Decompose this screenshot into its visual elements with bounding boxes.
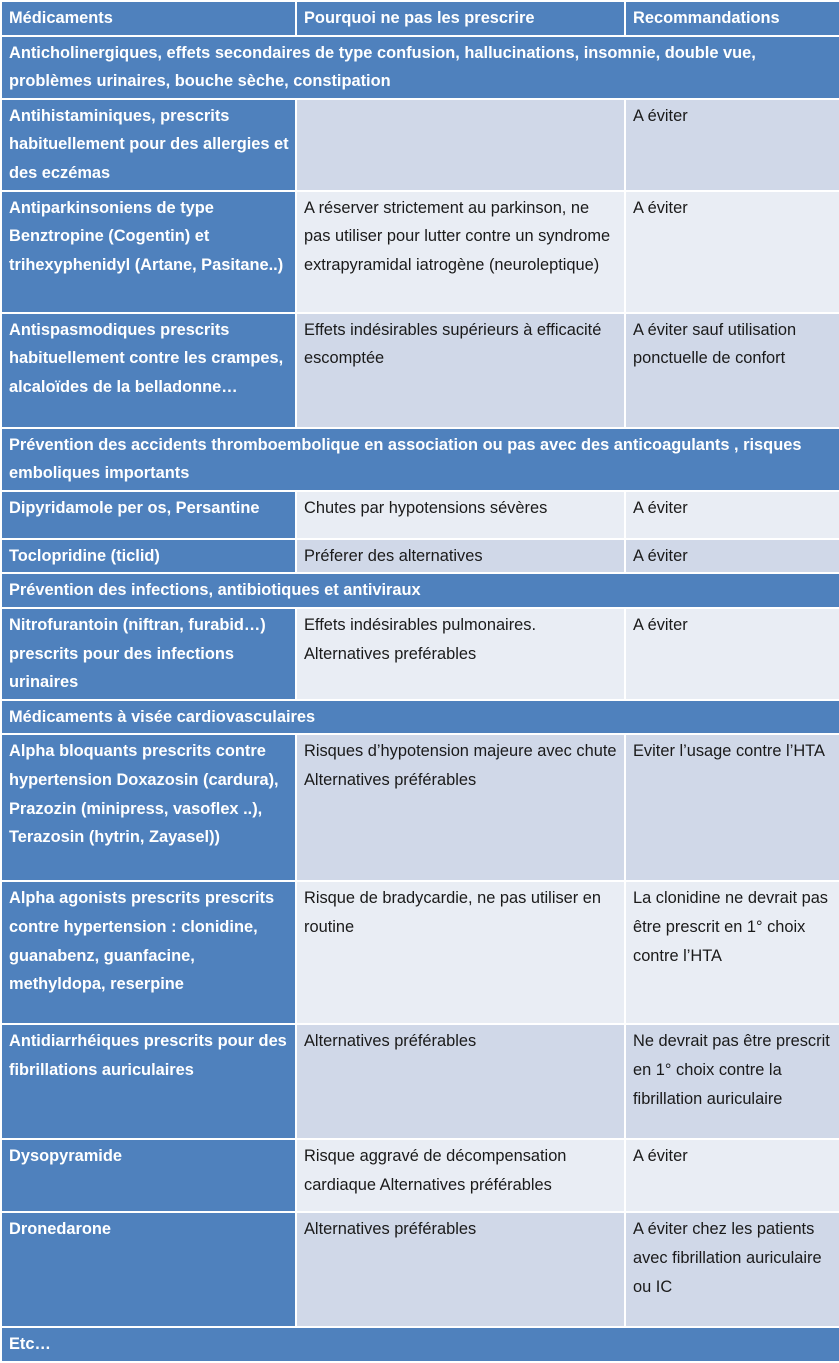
- why-cell: Risque aggravé de décompensation cardiaque Alternatives préférables: [296, 1139, 625, 1212]
- recommendation-cell: A éviter chez les patients avec fibrillation auriculaire ou IC: [625, 1212, 839, 1327]
- recommendation-cell: A éviter sauf utilisation ponctuelle de confort: [625, 313, 839, 428]
- drug-cell: Toclopridine (ticlid): [1, 539, 296, 574]
- why-cell: Effets indésirables supérieurs à efficacité escomptée: [296, 313, 625, 428]
- drug-cell: Dronedarone: [1, 1212, 296, 1327]
- header-row: [1, 1, 839, 36]
- drug-cell: Dipyridamole per os, Persantine: [1, 491, 296, 539]
- table-row: [1, 99, 839, 191]
- drug-cell: Antispasmodiques prescrits habituellement contre les crampes, alcaloïdes de la belladonne…: [1, 313, 296, 428]
- section-row: [1, 36, 839, 99]
- why-cell: Effets indésirables pulmonaires. Alternatives preférables: [296, 608, 625, 700]
- header-drug: Médicaments: [1, 1, 296, 36]
- recommendation-cell: Eviter l’usage contre l’HTA: [625, 734, 839, 881]
- recommendation-cell: A éviter: [625, 608, 839, 700]
- why-cell: [296, 99, 625, 191]
- drug-cell: Antiparkinsoniens de type Benztropine (Cogentin) et trihexyphenidyl (Artane, Pasitane..): [1, 191, 296, 313]
- recommendation-cell: A éviter: [625, 99, 839, 191]
- why-cell: Alternatives préférables: [296, 1212, 625, 1327]
- why-cell: Chutes par hypotensions sévères: [296, 491, 625, 539]
- footer-row: [1, 1327, 839, 1362]
- drug-cell: Nitrofurantoin (niftran, furabid…) prescrits pour des infections urinaires: [1, 608, 296, 700]
- table-row: [1, 608, 839, 700]
- why-cell: Préferer des alternatives: [296, 539, 625, 574]
- recommendation-cell: A éviter: [625, 539, 839, 574]
- header-recommendation: Recommandations: [625, 1, 839, 36]
- table-row: [1, 313, 839, 428]
- section-row: [1, 428, 839, 491]
- table-row: [1, 734, 839, 881]
- table-row: [1, 539, 839, 574]
- table-row: [1, 1212, 839, 1327]
- why-cell: Risque de bradycardie, ne pas utiliser en routine: [296, 881, 625, 1024]
- recommendation-cell: A éviter: [625, 1139, 839, 1212]
- recommendation-cell: Ne devrait pas être prescrit en 1° choix contre la fibrillation auriculaire: [625, 1024, 839, 1139]
- table-row: [1, 881, 839, 1024]
- table-row: [1, 191, 839, 313]
- section-title-anticholinergiques: Anticholinergiques, effets secondaires de type confusion, hallucinations, insomnie, double vue, problèmes urinaires, bouche sèche, constipation: [1, 36, 839, 99]
- why-cell: Risques d’hypotension majeure avec chute Alternatives préférables: [296, 734, 625, 881]
- section-title-infections: Prévention des infections, antibiotiques et antiviraux: [1, 573, 839, 608]
- section-row: [1, 573, 839, 608]
- recommendation-cell: La clonidine ne devrait pas être prescrit en 1° choix contre l’HTA: [625, 881, 839, 1024]
- header-why: Pourquoi ne pas les prescrire: [296, 1, 625, 36]
- footer-etc: Etc…: [1, 1327, 839, 1362]
- section-title-cardiovasculaires: Médicaments à visée cardiovasculaires: [1, 700, 839, 735]
- drug-cell: Dysopyramide: [1, 1139, 296, 1212]
- drug-cell: Alpha bloquants prescrits contre hypertension Doxazosin (cardura), Prazozin (minipress, vasoflex ..), Terazosin (hytrin, Zayasel)): [1, 734, 296, 881]
- section-row: [1, 700, 839, 735]
- section-title-thromboembolique: Prévention des accidents thromboembolique en association ou pas avec des anticoagulants , risques emboliques importants: [1, 428, 839, 491]
- drug-cell: Antihistaminiques, prescrits habituellement pour des allergies et des eczémas: [1, 99, 296, 191]
- recommendation-cell: A éviter: [625, 491, 839, 539]
- drug-cell: Alpha agonists prescrits prescrits contre hypertension : clonidine, guanabenz, guanfacine, methyldopa, reserpine: [1, 881, 296, 1024]
- table-row: [1, 1024, 839, 1139]
- drug-cell: Antidiarrhéiques prescrits pour des fibrillations auriculaires: [1, 1024, 296, 1139]
- table-row: [1, 491, 839, 539]
- recommendation-cell: A éviter: [625, 191, 839, 313]
- why-cell: Alternatives préférables: [296, 1024, 625, 1139]
- why-cell: A réserver strictement au parkinson, ne pas utiliser pour lutter contre un syndrome extrapyramidal iatrogène (neuroleptique): [296, 191, 625, 313]
- table-row: [1, 1139, 839, 1212]
